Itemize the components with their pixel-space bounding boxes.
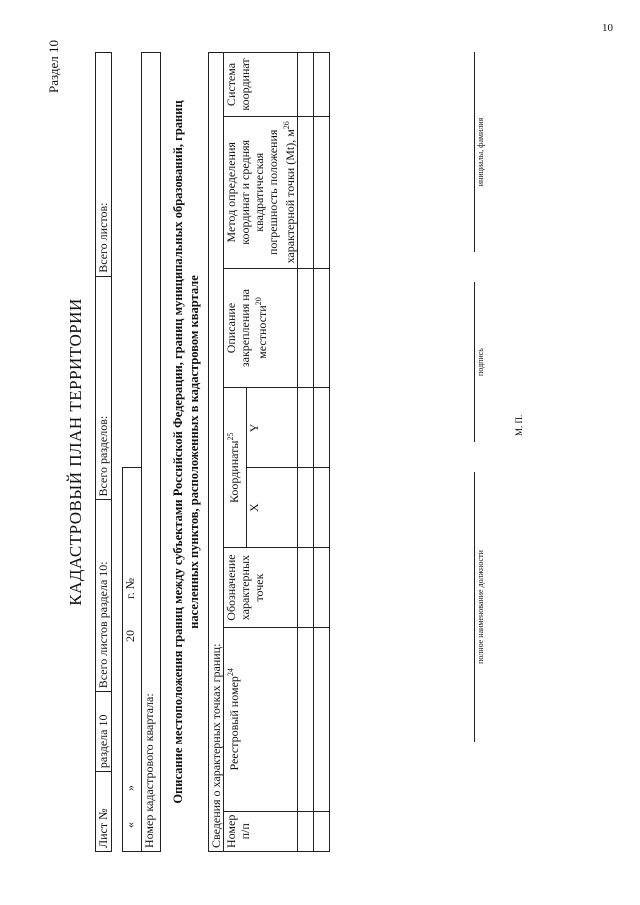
- table-cell: [298, 116, 314, 268]
- quote-close: »: [123, 785, 137, 791]
- page-title: КАДАСТРОВЫЙ ПЛАН ТЕРРИТОРИИ: [66, 298, 85, 606]
- sheet-no: Лист №: [96, 772, 112, 852]
- total-sheets: Всего листов:: [96, 53, 112, 277]
- col-method-label: Метод определения координат и средняя квадратическая погрешность положения характерной точки (Mt), м: [224, 129, 297, 264]
- table-row: [314, 53, 330, 852]
- description-heading: [170, 62, 202, 842]
- col-point-mark: Обозначение характерных точек: [224, 548, 298, 628]
- rotated-page: [40, 32, 600, 872]
- date-number: г. №: [123, 577, 137, 599]
- col-method-sup: 26: [282, 121, 291, 130]
- table-caption: Сведения о характерных точках границ:: [209, 53, 224, 852]
- description-line-1: Описание местоположения границ между субъектами Российской Федерации, границ муниципальных образований, границ: [171, 100, 185, 804]
- date-line: [123, 53, 142, 468]
- table-cell: [298, 811, 314, 851]
- table-cell: [298, 53, 314, 117]
- table-cell: [298, 268, 314, 388]
- signature-line: [452, 282, 475, 442]
- name-caption: инициалы, фамилия: [476, 117, 485, 187]
- table-cell: [314, 268, 330, 388]
- position-line: [452, 472, 475, 742]
- col-registry-sup: 24: [226, 668, 235, 677]
- position-caption: полное наименование должности: [476, 550, 485, 664]
- col-x: X: [246, 468, 297, 548]
- col-coord-system: Система координат: [224, 53, 298, 117]
- col-fixing-description: [224, 268, 298, 388]
- table-cell: [298, 628, 314, 812]
- description-line-2: населенных пунктов, расположенных в кадастровом квартале: [187, 275, 201, 629]
- cadastral-quarter-number: Номер кадастрового квартала:: [142, 53, 161, 852]
- name-line: [452, 52, 475, 252]
- col-fixing-label: Описание закрепления на местности: [224, 289, 269, 368]
- section-label: Раздел 10: [46, 40, 61, 94]
- signature-block: [452, 32, 502, 872]
- table-cell: [298, 468, 314, 548]
- quote-open: «: [123, 822, 137, 828]
- table-cell: [314, 468, 330, 548]
- table-cell: [298, 388, 314, 468]
- table-cell: [314, 116, 330, 268]
- date-cell: [123, 468, 142, 852]
- header-table: [95, 52, 112, 852]
- boundary-points-table: [208, 52, 330, 852]
- table-cell: [314, 53, 330, 117]
- col-number: Номер п/п: [224, 811, 298, 851]
- table-cell: [314, 628, 330, 812]
- table-cell: [314, 548, 330, 628]
- table-cell: [298, 548, 314, 628]
- section-sheet: раздела 10: [96, 692, 112, 772]
- total-sections: Всего разделов:: [96, 276, 112, 500]
- table-row: [298, 53, 314, 852]
- stamp-place: М. П.: [514, 414, 524, 436]
- col-method: [224, 116, 298, 268]
- col-coordinates-label: Координаты: [227, 440, 241, 504]
- table-cell: [314, 811, 330, 851]
- col-coordinates: [224, 388, 247, 548]
- col-y: Y: [246, 388, 297, 468]
- date-table: [122, 52, 161, 852]
- section-total-sheets: Всего листов раздела 10:: [96, 500, 112, 692]
- col-registry-number: [224, 628, 298, 812]
- col-registry-label: Реестровый номер: [227, 676, 241, 771]
- date-year: 20: [123, 630, 137, 642]
- col-fixing-sup: 20: [254, 297, 263, 306]
- signature-caption: подпись: [476, 348, 485, 376]
- page-number: 10: [602, 22, 613, 34]
- col-coordinates-sup: 25: [226, 432, 235, 441]
- table-cell: [314, 388, 330, 468]
